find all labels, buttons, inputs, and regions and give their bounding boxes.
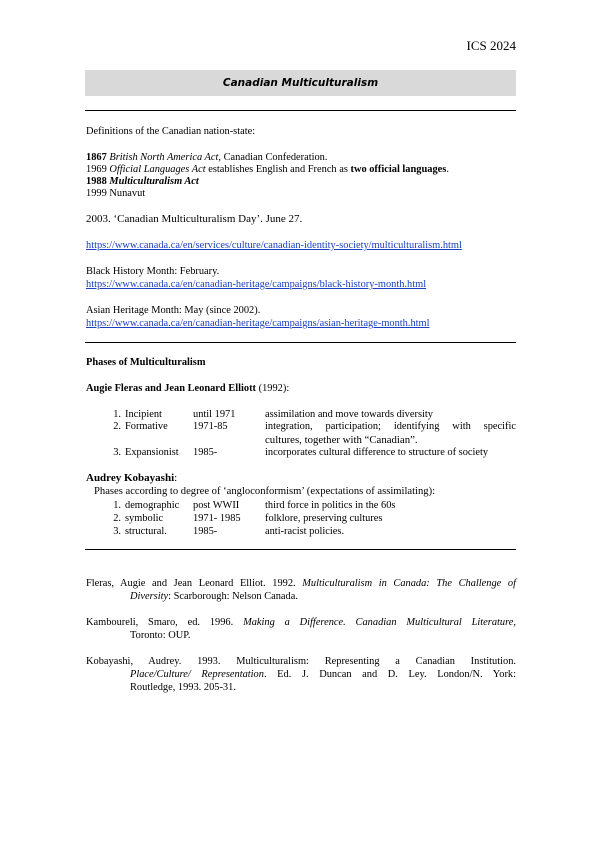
fleras-year: (1992): [256, 383, 290, 394]
title-banner [85, 70, 516, 96]
rest-1867: , Canadian Confederation. [218, 152, 328, 163]
rest-1969-b: two official languages [350, 164, 447, 175]
black-history-link[interactable]: https://www.canada.ca/en/canadian-heritage/campaigns/black-history-month.html [86, 279, 427, 290]
kobayashi-subheading: Phases according to degree of ‘angloconformism’ (expectations of assimilating): [94, 486, 436, 497]
reference-lead: Kamboureli, Smaro, ed. 1996. [86, 617, 244, 628]
phase-date: post WWII [193, 500, 240, 511]
line-1867 [86, 152, 327, 164]
reference-title: Making a Difference. Canadian Multicultural Literature [243, 617, 514, 628]
year-1969: 1969 [86, 164, 107, 175]
item-number: 3. [113, 526, 121, 537]
phase-description: anti-racist policies. [265, 526, 345, 537]
course-code: ICS 2024 [466, 38, 516, 53]
phase-date: 1971- 1985 [193, 513, 241, 524]
year-1988: 1988 [86, 176, 107, 187]
reference-tail: . Ed. J. Duncan and D. Ley. London/N. York: [263, 669, 516, 680]
item-number: 3. [113, 447, 121, 458]
reference-title: Multiculturalism in Canada: The Challenge of [302, 578, 516, 589]
phase-description: incorporates cultural difference to structure of society [265, 447, 489, 458]
asian-heritage-text: Asian Heritage Month: May (since 2002). [86, 305, 261, 316]
line-1988 [86, 176, 199, 188]
reference-lead: Fleras, Augie and Jean Leonard Elliot. 1992. [86, 578, 303, 589]
divider [85, 110, 516, 111]
line-2003: 2003. ‘Canadian Multiculturalism Day’. June 27. [86, 213, 303, 225]
rest-1969-a: establishes English and French as [205, 164, 351, 175]
reference-line: Kobayashi, Audrey. 1993. Multiculturalism: Representing a Canadian Institution. [86, 656, 516, 667]
reference-line: Routledge, 1993. 205-31. [130, 682, 236, 693]
reference-entry [86, 577, 516, 603]
phase-name: demographic [125, 500, 180, 511]
reference-title-cont: Diversity [130, 591, 169, 602]
phase-name: Formative [125, 421, 168, 432]
act-1988: Multiculturalism Act [109, 176, 199, 187]
item-number: 2. [113, 513, 121, 524]
fleras-heading [86, 383, 289, 395]
act-1969: Official Languages Act [109, 164, 206, 175]
phase-description: assimilation and move towards diversity [265, 409, 433, 420]
definitions-intro: Definitions of the Canadian nation-state: [86, 126, 256, 137]
phase-description: integration, participation; identifying with specific [265, 421, 516, 432]
line-1969 [86, 164, 449, 176]
phase-description: folklore, preserving cultures [265, 513, 383, 524]
phase-description: cultures, together with “Canadian”. [265, 434, 418, 446]
rest-1969-c: . [446, 164, 449, 175]
item-number: 1. [113, 409, 121, 420]
item-number: 2. [113, 421, 121, 432]
reference-line: Toronto: OUP. [130, 630, 191, 641]
reference-line [86, 668, 516, 681]
phase-name: Incipient [125, 409, 162, 420]
black-history-text: Black History Month: February. [86, 266, 220, 277]
act-1867: British North America Act [109, 152, 219, 163]
reference-title: Place/Culture/ Representation [130, 669, 264, 680]
reference-line [86, 590, 516, 603]
divider [85, 342, 516, 343]
phases-heading: Phases of Multiculturalism [86, 357, 206, 368]
phase-name: symbolic [125, 513, 164, 524]
phase-name: structural. [125, 526, 167, 537]
phase-description: third force in politics in the 60s [265, 500, 396, 511]
phase-date: 1971-85 [193, 421, 228, 432]
kobayashi-heading [86, 472, 177, 484]
page-title: Canadian Multiculturalism [222, 77, 379, 89]
year-1867: 1867 [86, 152, 107, 163]
phase-date: 1985- [193, 447, 218, 458]
asian-heritage-link[interactable]: https://www.canada.ca/en/canadian-heritage/campaigns/asian-heritage-month.html [86, 318, 430, 329]
reference-line [86, 616, 516, 629]
multiculturalism-link[interactable]: https://www.canada.ca/en/services/culture/canadian-identity-society/multiculturalism.html [86, 240, 462, 251]
phase-date: 1985- [193, 526, 218, 537]
phase-date: until 1971 [193, 409, 236, 420]
reference-line [86, 577, 516, 590]
divider [85, 549, 516, 550]
reference-tail: : Scarborough: Nelson Canada. [168, 591, 298, 602]
kobayashi-author: Audrey Kobayashi [86, 472, 175, 484]
phase-name: Expansionist [125, 447, 179, 458]
line-1999: 1999 Nunavut [86, 188, 146, 199]
reference-entry [86, 655, 516, 694]
item-number: 1. [113, 500, 121, 511]
fleras-authors: Augie Fleras and Jean Leonard Elliott [86, 383, 257, 394]
kobayashi-colon: : [174, 472, 178, 484]
reference-entry [86, 616, 516, 642]
reference-tail: , [513, 617, 516, 628]
